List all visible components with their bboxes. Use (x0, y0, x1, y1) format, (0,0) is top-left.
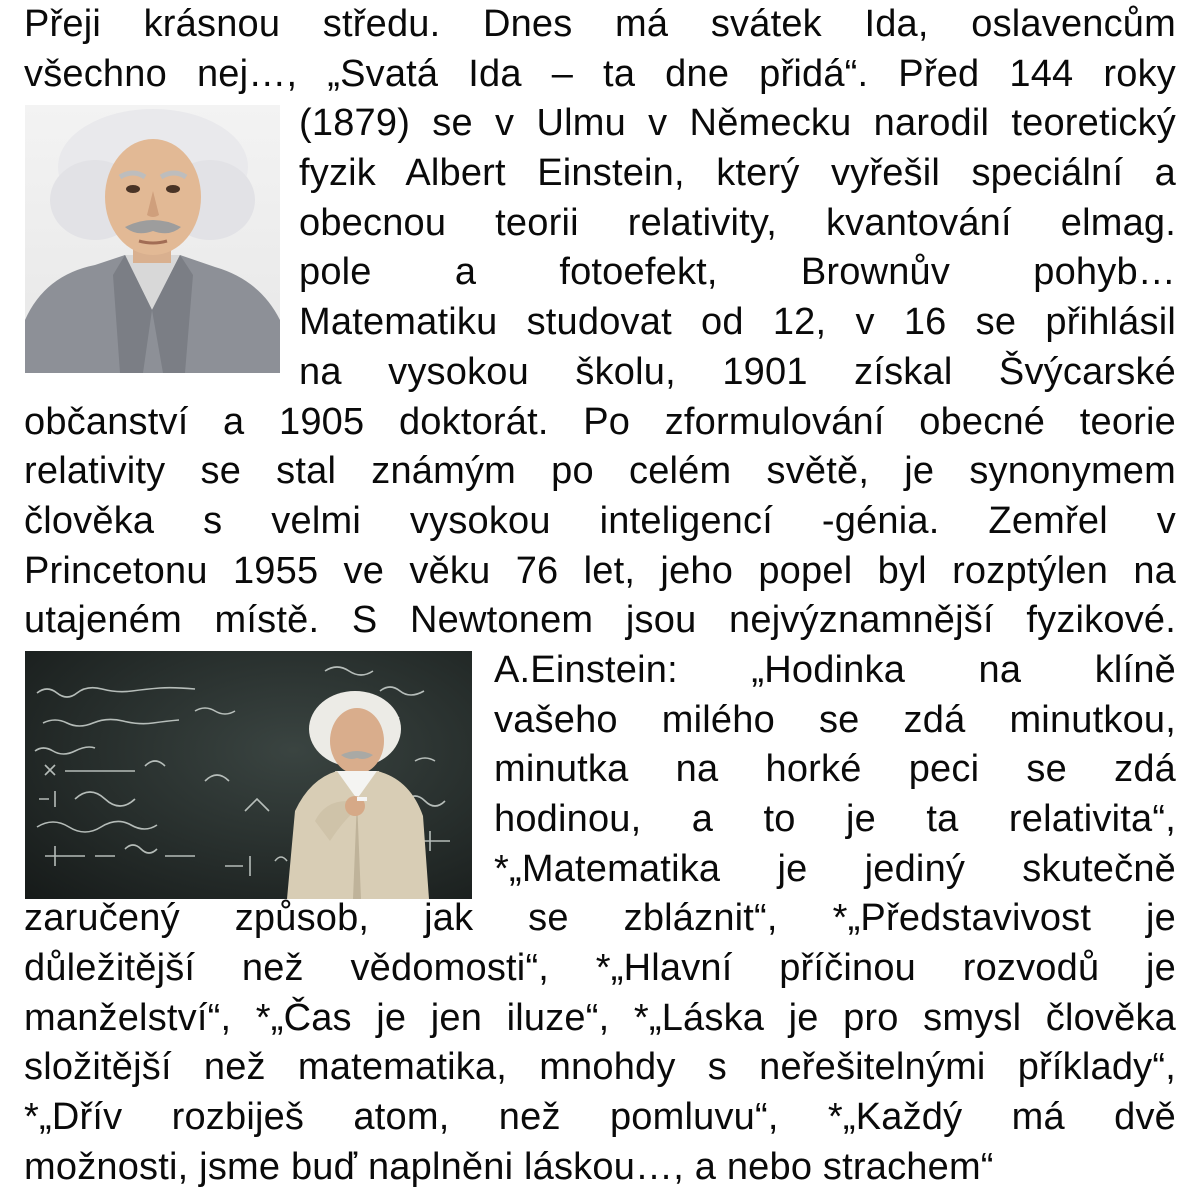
article-line: možnosti, jsme buď naplněni láskou…, a nebo strachem“ (24, 1145, 994, 1188)
article-line: A.Einstein: „Hodinka na klíně (494, 648, 1176, 691)
article-line: utajeném místě. S Newtonem jsou nejvýznamnější fyzikové. (24, 599, 1176, 642)
article-line: občanství a 1905 doktorát. Po zformulování obecné teorie (24, 400, 1176, 443)
article-line: Matematiku studovat od 12, v 16 se přihlásil (299, 301, 1176, 344)
article-line: Princetonu 1955 ve věku 76 let, jeho popel byl rozptýlen na (24, 549, 1176, 592)
article-line: manželství“, *„Čas je jen iluze“, *„Láska je pro smysl člověka (24, 996, 1176, 1039)
article-line: hodinou, a to je ta relativita“, (494, 798, 1176, 840)
article-line: obecnou teorii relativity, kvantování elmag. (299, 201, 1176, 244)
article-line: vašeho milého se zdá minutkou, (494, 698, 1176, 741)
article-line: všechno nej…, „Svatá Ida – ta dne přidá“. Před 144 roky (24, 52, 1176, 95)
article-line: zaručený způsob, jak se zbláznit“, *„Představivost je (24, 897, 1176, 940)
article-line: fyzik Albert Einstein, který vyřešil speciální a (299, 152, 1176, 195)
article-line: pole a fotoefekt, Brownův pohyb… (299, 251, 1176, 294)
article-line: Přeji krásnou středu. Dnes má svátek Ida, oslavencům (24, 3, 1176, 45)
article-line: člověka s velmi vysokou inteligencí -génia. Zemřel v (24, 499, 1176, 542)
article-line: relativity se stal známým po celém světě, je synonymem (24, 450, 1176, 493)
article-line: minutka na horké peci se zdá (494, 748, 1176, 791)
article-line: složitější než matematika, mnohdy s neřešitelnými příklady“, (24, 1046, 1176, 1089)
article-line: důležitější než vědomosti“, *„Hlavní příčinou rozvodů je (24, 947, 1176, 990)
article-line: *„Dřív rozbiješ atom, než pomluvu“, *„Každý má dvě (24, 1096, 1176, 1139)
article-line: na vysokou školu, 1901 získal Švýcarské (299, 350, 1176, 393)
article-line: (1879) se v Ulmu v Německu narodil teoretický (299, 102, 1176, 145)
article-line: *„Matematika je jediný skutečně (494, 847, 1176, 890)
